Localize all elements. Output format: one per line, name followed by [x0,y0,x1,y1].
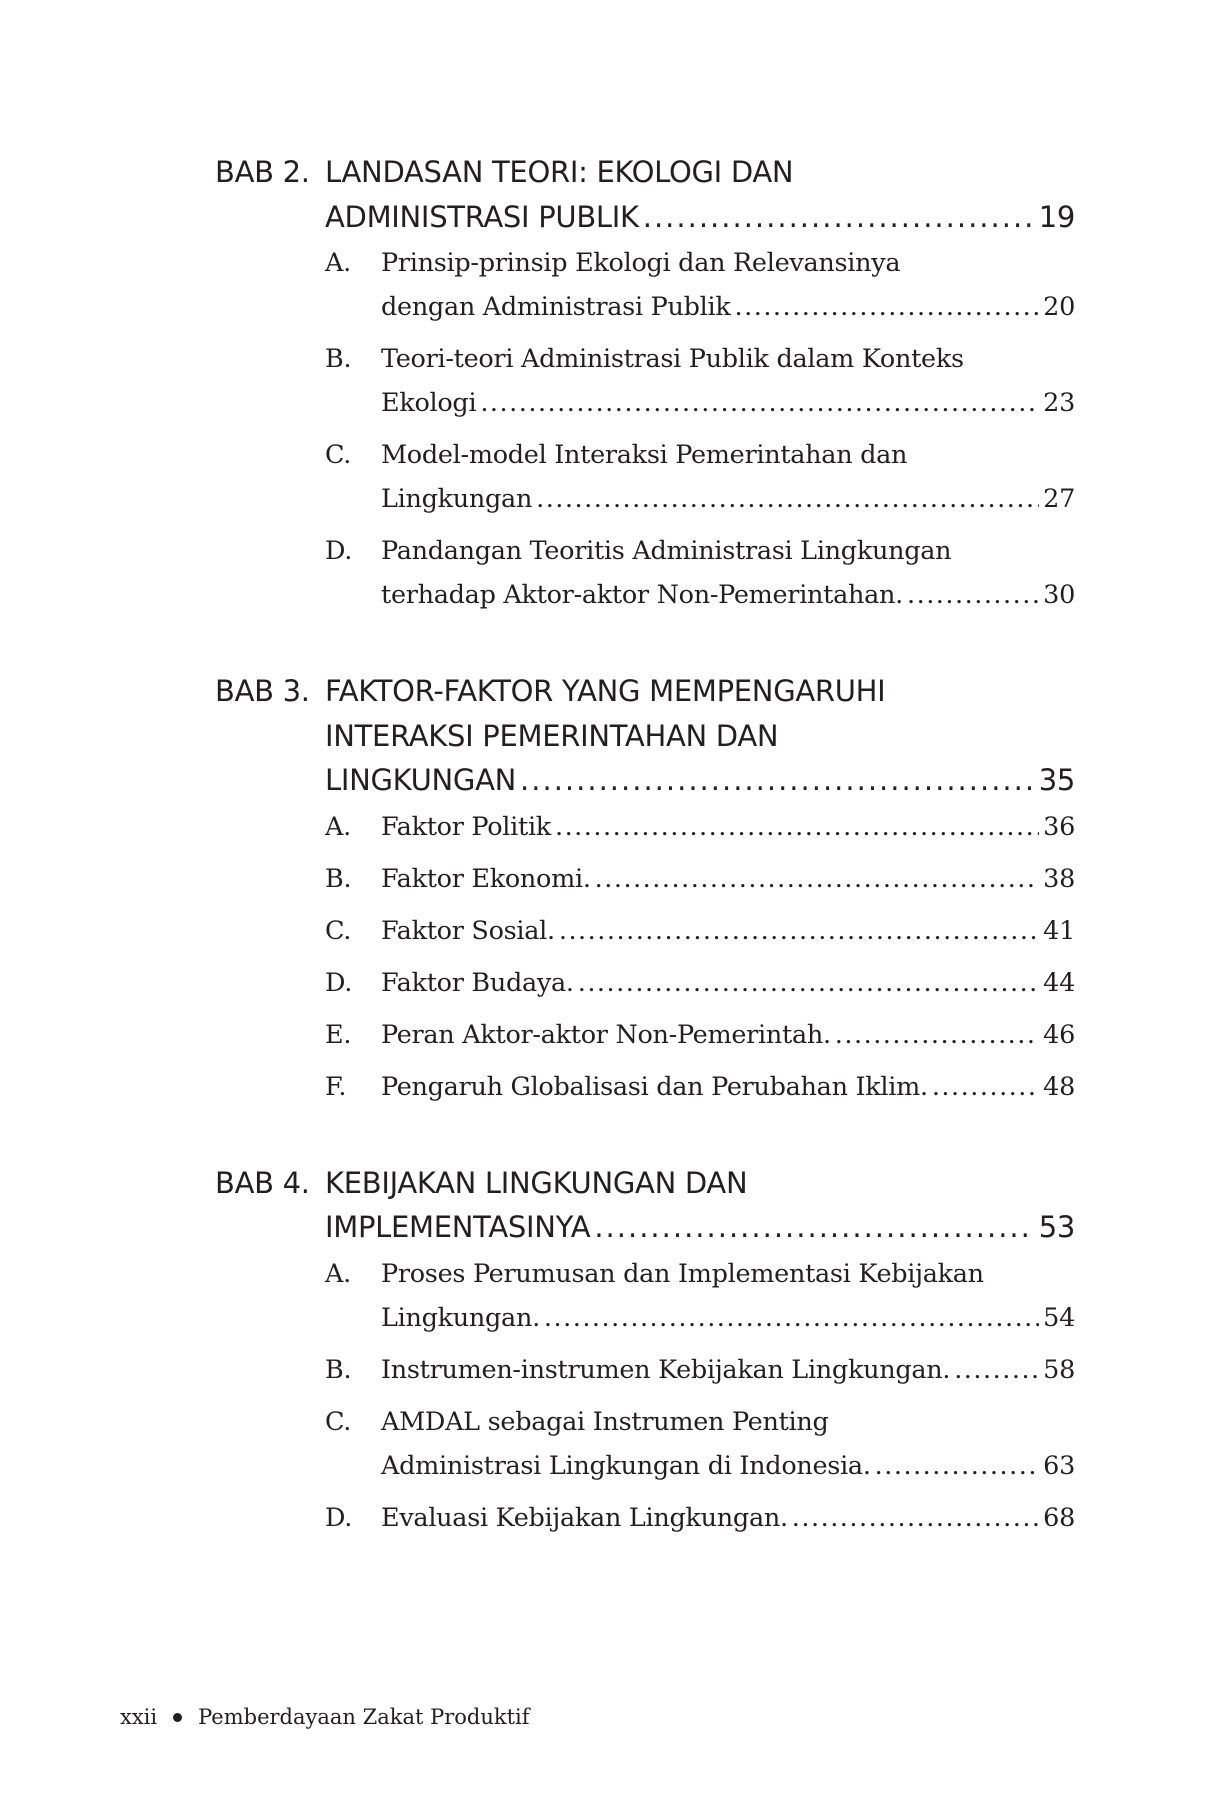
dot-leader [520,758,1035,803]
section-title [381,1348,1075,1392]
chapter-number: BAB 3. [215,674,310,708]
section-title [381,1065,1075,1109]
chapter-title-final-line [325,758,1075,803]
section-letter: C. [325,1406,352,1437]
dot-leader [555,805,1039,849]
running-title: Pemberdayaan Zakat Produktif [198,1705,530,1729]
page-footer [120,1705,530,1729]
section-title-text: Administrasi Lingkungan di Indonesia. [381,1450,871,1481]
section-title [381,1400,1075,1488]
dot-leader [578,961,1039,1005]
section-title-final-line [381,1444,1075,1488]
dot-leader [835,1013,1039,1057]
chapter-title [325,1161,1075,1250]
section-title [381,241,1075,329]
chapter-title-text: LINGKUNGAN [325,763,517,797]
table-of-contents [215,150,1075,1592]
section-title-final-line [381,1013,1075,1057]
section-title-text: Pengaruh Globalisasi dan Perubahan Iklim. [381,1071,928,1102]
toc-chapter [215,1161,1075,1540]
toc-section-entry [325,241,1075,329]
section-title-text: Faktor Ekonomi. [381,863,591,894]
toc-section-entry [325,909,1075,953]
dot-leader [792,1496,1039,1540]
section-title-text: Peran Aktor-aktor Non-Pemerintah. [381,1019,831,1050]
chapter-number: BAB 4. [215,1165,310,1200]
section-list [215,241,1075,617]
chapter-title-text: ADMINISTRASI PUBLIK [325,199,639,234]
section-title-final-line [381,1065,1075,1109]
section-title-final-line [381,1296,1075,1340]
section-title-text: Instrumen-instrumen Kebijakan Lingkungan. [381,1354,951,1385]
dot-leader [559,909,1039,953]
section-letter: B. [325,344,352,374]
section-title-final-line [381,285,1075,329]
section-page-number: 23 [1043,388,1075,418]
section-page-number: 54 [1043,1302,1075,1333]
toc-section-entry [325,961,1075,1005]
section-letter: C. [325,915,352,946]
toc-section-entry [325,529,1075,617]
dot-leader [932,1065,1039,1109]
dot-leader [594,1205,1034,1250]
chapter-title-line: INTERAKSI PEMERINTAHAN DAN [325,718,779,753]
toc-section-entry [325,337,1075,425]
section-letter: A. [325,1258,351,1289]
dot-leader [907,573,1039,617]
section-title-line: Teori-teori Administrasi Publik dalam Konteks [381,344,964,374]
chapter-heading [215,1161,1075,1250]
chapter-title-final-line [325,195,1075,240]
section-title-final-line [381,909,1075,953]
chapter-title-line: FAKTOR-FAKTOR YANG MEMPENGARUHI [325,674,886,708]
section-page-number: 38 [1043,863,1075,894]
section-title-text: Evaluasi Kebijakan Lingkungan. [381,1502,788,1533]
chapter-title-line: KEBIJAKAN LINGKUNGAN DAN [325,1165,748,1200]
section-title-text: Lingkungan [381,484,533,514]
chapter-number: BAB 2. [215,155,310,189]
section-title-text: Lingkungan. [381,1302,540,1333]
section-page-number: 20 [1043,292,1075,322]
section-title [381,337,1075,425]
dot-leader [735,285,1040,329]
section-title [381,529,1075,617]
section-title [381,1252,1075,1340]
section-title [381,433,1075,521]
section-title-final-line [381,381,1075,425]
section-page-number: 58 [1043,1354,1075,1385]
section-page-number: 63 [1043,1450,1075,1481]
section-title-text: terhadap Aktor-aktor Non-Pemerintahan. [381,580,903,610]
toc-section-entry [325,1348,1075,1392]
dot-leader [544,1296,1039,1340]
toc-section-entry [325,805,1075,849]
chapter-title [325,669,1075,803]
section-title-final-line [381,1348,1075,1392]
section-page-number: 30 [1043,580,1075,610]
chapter-page-number: 35 [1038,763,1075,797]
chapter-page-number: 19 [1038,199,1075,234]
section-title-text: Faktor Budaya. [381,967,574,998]
section-letter: B. [325,863,352,894]
dot-leader [536,477,1039,521]
chapter-title-final-line [325,1205,1075,1250]
section-title-final-line [381,961,1075,1005]
section-title [381,805,1075,849]
section-page-number: 27 [1043,484,1075,514]
section-letter: D. [325,1502,353,1533]
section-page-number: 44 [1043,967,1075,998]
section-letter: A. [325,811,351,842]
toc-section-entry [325,857,1075,901]
section-title-text: Ekologi [381,388,477,418]
toc-section-entry [325,433,1075,521]
section-title-line: Prinsip-prinsip Ekologi dan Relevansinya [381,248,901,278]
section-title [381,857,1075,901]
section-page-number: 46 [1043,1019,1075,1050]
section-page-number: 36 [1043,811,1075,842]
toc-chapter [215,669,1075,1109]
section-page-number: 48 [1043,1071,1075,1102]
toc-section-entry [325,1400,1075,1488]
section-title [381,1496,1075,1540]
chapter-title-line: LANDASAN TEORI: EKOLOGI DAN [325,155,794,189]
section-letter: D. [325,967,353,998]
chapter-heading [215,150,1075,239]
toc-section-entry [325,1065,1075,1109]
section-letter: D. [325,536,353,566]
section-title-line: AMDAL sebagai Instrumen Penting [381,1406,829,1437]
section-title-line: Pandangan Teoritis Administrasi Lingkungan [381,536,952,566]
section-title-final-line [381,573,1075,617]
section-list [215,1252,1075,1540]
toc-chapter [215,150,1075,617]
section-letter: F. [325,1071,347,1102]
section-title [381,1013,1075,1057]
section-page-number: 41 [1043,915,1075,946]
section-title-final-line [381,805,1075,849]
chapter-page-number: 53 [1038,1210,1075,1244]
section-page-number: 68 [1043,1502,1075,1533]
dot-leader [595,857,1039,901]
section-title-text: Faktor Sosial. [381,915,555,946]
section-letter: E. [325,1019,352,1050]
section-title-text: Faktor Politik [381,811,551,842]
section-letter: C. [325,440,352,470]
chapter-heading [215,669,1075,803]
section-title [381,961,1075,1005]
page-number: xxii [120,1705,158,1729]
toc-section-entry [325,1252,1075,1340]
section-letter: A. [325,248,351,278]
chapter-title [325,150,1075,239]
section-list [215,805,1075,1109]
section-title-line: Proses Perumusan dan Implementasi Kebijakan [381,1258,984,1289]
dot-leader [875,1444,1040,1488]
toc-section-entry [325,1013,1075,1057]
section-title-line: Model-model Interaksi Pemerintahan dan [381,440,908,470]
bullet-icon [173,1713,182,1722]
section-title-text: dengan Administrasi Publik [381,292,731,322]
section-letter: B. [325,1354,352,1385]
dot-leader [480,381,1039,425]
section-title-final-line [381,477,1075,521]
toc-section-entry [325,1496,1075,1540]
section-title-final-line [381,857,1075,901]
section-title-final-line [381,1496,1075,1540]
section-title [381,909,1075,953]
chapter-title-text: IMPLEMENTASINYA [325,1210,591,1244]
dot-leader [643,195,1035,240]
dot-leader [954,1348,1039,1392]
